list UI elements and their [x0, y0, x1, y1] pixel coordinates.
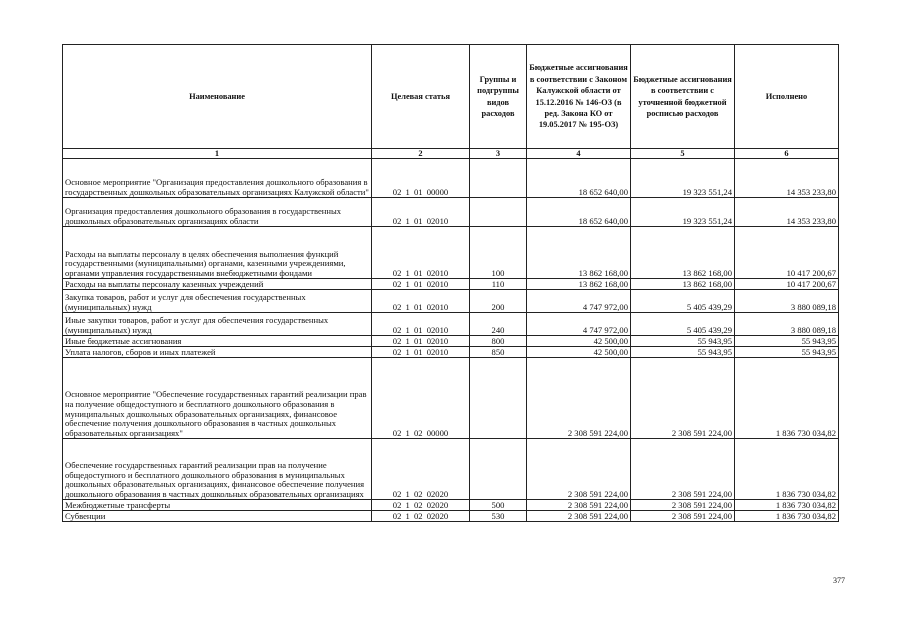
table-header-row: [63, 45, 839, 149]
row-name: Организация предоставления дошкольного образования в государственных дошкольных образовательных организациях области: [63, 198, 372, 227]
row-law-value: 13 862 168,00: [527, 227, 631, 279]
row-name: Расходы на выплаты персоналу казенных учреждений: [63, 279, 372, 290]
column-number: 2: [372, 149, 470, 159]
header-target-article: Целевая статья: [372, 45, 470, 149]
header-name: Наименование: [63, 45, 372, 149]
row-group: [470, 439, 527, 500]
row-target: 02 1 02 02020: [372, 511, 470, 522]
row-name: Обеспечение государственных гарантий реализации прав на получение общедоступного и бесплатного дошкольного образования в муниципальных дошкольных образовательных организациях, финансовое обеспечение получения дошкольного образования в частных дошкольных образовательных организациях: [63, 439, 372, 500]
row-target: 02 1 01 00000: [372, 159, 470, 198]
row-refined-value: 5 405 439,29: [631, 290, 735, 313]
row-name: Межбюджетные трансферты: [63, 500, 372, 511]
row-executed-value: 10 417 200,67: [735, 227, 839, 279]
table-row: [63, 511, 839, 522]
row-name: Субвенции: [63, 511, 372, 522]
row-law-value: 2 308 591 224,00: [527, 500, 631, 511]
row-target: 02 1 01 02010: [372, 290, 470, 313]
row-target: 02 1 02 00000: [372, 358, 470, 439]
row-executed-value: 55 943,95: [735, 336, 839, 347]
row-name: Основное мероприятие "Организация предоставления дошкольного образования в государственных дошкольных образовательных организациях Калужской области": [63, 159, 372, 198]
row-target: 02 1 02 02020: [372, 439, 470, 500]
row-name: Закупка товаров, работ и услуг для обеспечения государственных (муниципальных) нужд: [63, 290, 372, 313]
row-name: Основное мероприятие "Обеспечение государственных гарантий реализации прав на получение общедоступного и бесплатного дошкольного образования в муниципальных дошкольных образовательных организациях, финансовое обеспечение получения дошкольного образования в частных дошкольных образовательных организациях": [63, 358, 372, 439]
budget-table: [62, 44, 839, 522]
row-target: 02 1 01 02010: [372, 279, 470, 290]
row-law-value: 18 652 640,00: [527, 198, 631, 227]
row-law-value: 4 747 972,00: [527, 290, 631, 313]
row-group: 800: [470, 336, 527, 347]
row-executed-value: 1 836 730 034,82: [735, 511, 839, 522]
row-group: [470, 198, 527, 227]
column-number: 3: [470, 149, 527, 159]
row-refined-value: 55 943,95: [631, 347, 735, 358]
column-number: 6: [735, 149, 839, 159]
row-target: 02 1 02 02020: [372, 500, 470, 511]
row-refined-value: 55 943,95: [631, 336, 735, 347]
table-row: [63, 500, 839, 511]
row-target: 02 1 01 02010: [372, 347, 470, 358]
row-refined-value: 2 308 591 224,00: [631, 358, 735, 439]
column-number: 1: [63, 149, 372, 159]
header-refined-allocations: Бюджетные ассигнования в соответствии с уточненной бюджетной росписью расходов: [631, 45, 735, 149]
header-law-allocations: Бюджетные ассигнования в соответствии с Законом Калужской области от 15.12.2016 № 146-ОЗ (в ред. Закона КО от 19.05.2017 № 195-ОЗ): [527, 45, 631, 149]
table-row: [63, 227, 839, 279]
page-number: 377: [833, 576, 845, 585]
row-executed-value: 1 836 730 034,82: [735, 439, 839, 500]
row-executed-value: 3 880 089,18: [735, 290, 839, 313]
row-group: 100: [470, 227, 527, 279]
header-expense-groups: Группы и подгруппы видов расходов: [470, 45, 527, 149]
row-refined-value: 13 862 168,00: [631, 279, 735, 290]
row-executed-value: 55 943,95: [735, 347, 839, 358]
row-name: Иные бюджетные ассигнования: [63, 336, 372, 347]
row-refined-value: 2 308 591 224,00: [631, 439, 735, 500]
row-target: 02 1 01 02010: [372, 336, 470, 347]
row-target: 02 1 01 02010: [372, 198, 470, 227]
row-group: 110: [470, 279, 527, 290]
row-group: 850: [470, 347, 527, 358]
table-row: [63, 439, 839, 500]
column-number-row: [63, 149, 839, 159]
row-law-value: 2 308 591 224,00: [527, 439, 631, 500]
column-number: 4: [527, 149, 631, 159]
row-executed-value: 1 836 730 034,82: [735, 358, 839, 439]
table-row: [63, 336, 839, 347]
row-executed-value: 1 836 730 034,82: [735, 500, 839, 511]
row-name: Иные закупки товаров, работ и услуг для обеспечения государственных (муниципальных) нужд: [63, 313, 372, 336]
row-refined-value: 19 323 551,24: [631, 198, 735, 227]
row-refined-value: 2 308 591 224,00: [631, 500, 735, 511]
row-law-value: 42 500,00: [527, 336, 631, 347]
row-law-value: 13 862 168,00: [527, 279, 631, 290]
row-refined-value: 5 405 439,29: [631, 313, 735, 336]
row-law-value: 2 308 591 224,00: [527, 358, 631, 439]
row-law-value: 42 500,00: [527, 347, 631, 358]
row-law-value: 18 652 640,00: [527, 159, 631, 198]
row-law-value: 2 308 591 224,00: [527, 511, 631, 522]
row-group: 200: [470, 290, 527, 313]
header-executed: Исполнено: [735, 45, 839, 149]
row-group: 530: [470, 511, 527, 522]
row-executed-value: 10 417 200,67: [735, 279, 839, 290]
table-row: [63, 358, 839, 439]
table-row: [63, 290, 839, 313]
table-row: [63, 279, 839, 290]
row-executed-value: 3 880 089,18: [735, 313, 839, 336]
row-group: [470, 159, 527, 198]
row-law-value: 4 747 972,00: [527, 313, 631, 336]
table-row: [63, 347, 839, 358]
table-row: [63, 313, 839, 336]
table-row: [63, 159, 839, 198]
row-refined-value: 13 862 168,00: [631, 227, 735, 279]
row-name: Расходы на выплаты персоналу в целях обеспечения выполнения функций государственными (муниципальными) органами, казенными учреждениями, органами управления государственными внебюджетными фондами: [63, 227, 372, 279]
row-group: 240: [470, 313, 527, 336]
column-number: 5: [631, 149, 735, 159]
row-group: 500: [470, 500, 527, 511]
row-executed-value: 14 353 233,80: [735, 159, 839, 198]
row-group: [470, 358, 527, 439]
row-target: 02 1 01 02010: [372, 313, 470, 336]
row-target: 02 1 01 02010: [372, 227, 470, 279]
row-executed-value: 14 353 233,80: [735, 198, 839, 227]
row-refined-value: 2 308 591 224,00: [631, 511, 735, 522]
row-name: Уплата налогов, сборов и иных платежей: [63, 347, 372, 358]
row-refined-value: 19 323 551,24: [631, 159, 735, 198]
table-row: [63, 198, 839, 227]
